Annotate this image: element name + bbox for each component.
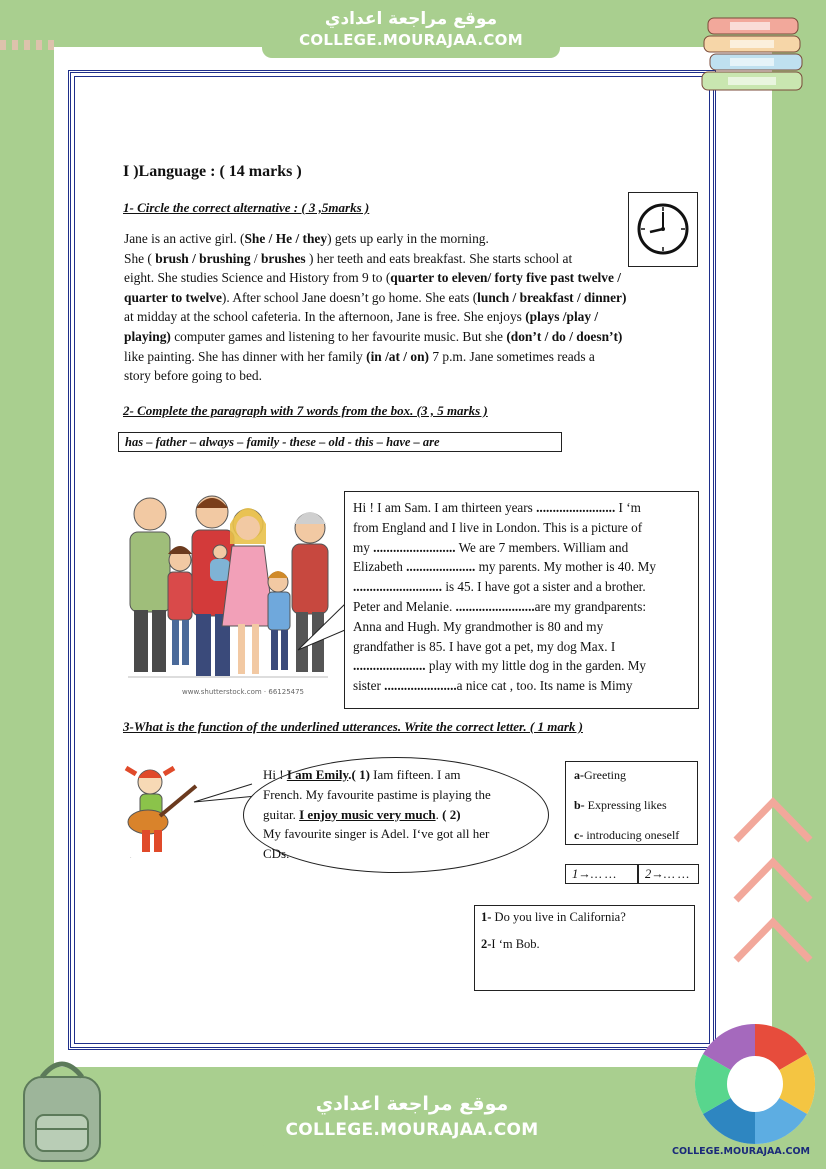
- text-run: Peter and Melanie.: [353, 598, 456, 614]
- function-option: [574, 828, 689, 843]
- text-run: like painting. She has dinner with her family: [124, 348, 367, 364]
- footer-site-url[interactable]: COLLEGE.MOURAJAA.COM: [285, 1120, 539, 1140]
- header-site-arabic: موقع مراجعة اعدادي: [324, 9, 498, 29]
- text-run: ). After school Jane doesn’t go home. She eats (: [221, 289, 478, 305]
- function-option: [574, 798, 689, 813]
- answer-option: ......................: [353, 658, 426, 674]
- answer-option: lunch / breakfast / dinner): [477, 289, 627, 305]
- text-run: French. My favourite pastime is playing the: [263, 786, 491, 802]
- paragraph-line: [124, 229, 684, 249]
- text-run: /: [250, 250, 261, 266]
- exercise-1-paragraph: [124, 229, 684, 386]
- answer-option: .....................: [406, 559, 476, 575]
- dialog-line: [481, 910, 688, 925]
- function-options-box: [565, 761, 698, 845]
- answer-option: brushes: [260, 250, 306, 266]
- option-text: Expressing likes: [584, 798, 667, 812]
- story-line: [353, 597, 690, 617]
- underlined-utterance: I am Emily: [286, 767, 349, 782]
- text-run: at midday at the school cafeteria. In the afternoon, Jane is free. She enjoys: [124, 309, 526, 325]
- dialog-box: [474, 905, 695, 991]
- answer-option: brush / brushing: [155, 250, 251, 266]
- text-run: story before going to bed.: [124, 368, 262, 384]
- text-run: CDs.: [263, 846, 290, 862]
- story-line: [353, 557, 690, 577]
- paragraph-line: [124, 327, 684, 347]
- story-line: [353, 538, 690, 558]
- dialog-number: 2-: [481, 937, 492, 951]
- answer-option: She / He / they: [244, 231, 328, 246]
- paragraph-line: [124, 288, 684, 308]
- dialog-number: 1-: [481, 910, 492, 924]
- backpack-icon: [12, 1055, 112, 1165]
- paragraph-line: [124, 347, 684, 367]
- answer-option: ( 2): [442, 806, 461, 822]
- story-line: [353, 498, 690, 518]
- answer-option: quarter to eleven/ forty five past twelve /: [390, 270, 621, 286]
- section-title: I )Language : ( 14 marks ): [123, 163, 302, 180]
- header-site-url[interactable]: COLLEGE.MOURAJAA.COM: [299, 31, 523, 49]
- text-run: my parents. My mother is 40. My: [475, 559, 656, 575]
- books-icon: [700, 10, 812, 100]
- exercise-3-title: 3-What is the function of the underlined utterances. Write the correct letter. ( 1 mark ): [123, 719, 583, 734]
- answer-option: ........................: [536, 500, 616, 515]
- footer-logo-url[interactable]: COLLEGE.MOURAJAA.COM: [672, 1146, 810, 1157]
- text-run: eight. She studies Science and History from 9 to (: [124, 270, 391, 286]
- text-run: from England and I live in London. This is a picture of: [353, 519, 643, 535]
- option-letter: b-: [574, 798, 585, 812]
- dialog-text: Do you live in California?: [491, 910, 626, 924]
- bubble-line: [263, 824, 535, 844]
- answer-box-1[interactable]: 1→… …: [565, 864, 638, 884]
- decor-stripes-top: [0, 40, 60, 50]
- text-run: Elizabeth: [353, 559, 407, 575]
- header-banner: [262, 8, 560, 58]
- text-run: Hi !: [263, 767, 287, 782]
- text-run: Hi ! I am Sam. I am thirteen years: [353, 500, 537, 515]
- family-picture-caption: www.shutterstock.com · 66125475: [182, 688, 305, 696]
- text-run: ) gets up early in the morning.: [327, 231, 489, 246]
- exercise-1-title: 1- Circle the correct alternative : ( 3 ,5marks ): [123, 200, 370, 215]
- answer-option: ........................: [455, 598, 535, 614]
- story-line: [353, 617, 690, 637]
- answer-box-2[interactable]: 2→… …: [638, 864, 699, 884]
- text-run: grandfather is 85. I have got a pet, my dog Max. I: [353, 638, 616, 654]
- story-line: [353, 656, 690, 676]
- paragraph-line: [124, 268, 684, 288]
- text-run: She (: [124, 250, 156, 266]
- footer-site-arabic: موقع مراجعة اعدادي: [315, 1093, 509, 1115]
- text-run: play with my little dog in the garden. My: [425, 658, 647, 674]
- text-run: a nice cat , too. Its name is Mimy: [456, 678, 633, 694]
- footer-banner: [262, 1090, 562, 1150]
- paragraph-line: [124, 249, 684, 269]
- text-run: My favourite singer is Adel. I‘ve got all her: [263, 826, 490, 842]
- answer-option: (don’t / do / doesn’t): [506, 328, 623, 344]
- text-run: We are 7 members. William and: [455, 539, 629, 555]
- text-run: computer games and listening to her favourite music. But she: [170, 328, 507, 344]
- answer-option: ......................: [384, 678, 457, 694]
- dialog-line: [481, 937, 688, 952]
- girl-guitar-picture: [120, 764, 200, 860]
- answer-option: (plays /play /: [525, 309, 599, 325]
- text-run: ) her teeth and eats breakfast. She starts school at: [305, 250, 573, 266]
- text-run: I ‘m: [615, 500, 641, 515]
- text-run: guitar.: [263, 806, 300, 822]
- paragraph-line: [124, 307, 684, 327]
- answer-option: ...........................: [353, 579, 443, 595]
- function-option: [574, 768, 689, 783]
- story-line: [353, 637, 690, 657]
- story-line: [353, 577, 690, 597]
- answer-option: playing): [124, 328, 171, 344]
- answer-option: quarter to twelve: [124, 289, 222, 305]
- bubble-line: [263, 765, 535, 785]
- underlined-utterance: I enjoy music very much: [299, 806, 436, 822]
- story-line: [353, 676, 690, 696]
- option-letter: c-: [574, 828, 584, 842]
- story-text-box: [344, 491, 699, 709]
- text-run: my: [353, 539, 374, 555]
- chevron-decor-icon: [728, 790, 818, 1050]
- option-text: introducing oneself: [583, 828, 680, 842]
- text-run: are my grandparents:: [534, 598, 646, 614]
- education-wheel-logo: [693, 1022, 817, 1146]
- family-picture: [122, 484, 334, 700]
- answer-option: .( 1): [348, 767, 370, 782]
- bubble-line: [263, 785, 535, 805]
- bubble-line: [263, 805, 535, 825]
- text-run: 7 p.m. Jane sometimes reads a: [428, 348, 595, 364]
- dialog-text: I ‘m Bob.: [491, 937, 540, 951]
- option-letter: a-: [574, 768, 584, 782]
- text-run: Iam fifteen. I am: [369, 767, 461, 782]
- text-run: .: [435, 806, 443, 822]
- bubble-line: [263, 844, 535, 864]
- option-text: Greeting: [584, 768, 626, 782]
- answer-option: (in /at / on): [366, 348, 429, 364]
- story-pointer: [296, 600, 348, 660]
- answer-option: .........................: [373, 539, 456, 555]
- exercise-2-title: 2- Complete the paragraph with 7 words from the box. (3 , 5 marks ): [123, 403, 488, 418]
- story-line: [353, 518, 690, 538]
- text-run: Jane is an active girl. (: [124, 231, 245, 246]
- word-box: has – father – always – family - these – old - this – have – are: [118, 432, 562, 452]
- svg-text:.: .: [130, 854, 132, 860]
- paragraph-line: [124, 366, 684, 386]
- speech-bubble-text: [263, 765, 535, 864]
- text-run: sister: [353, 678, 385, 694]
- text-run: Anna and Hugh. My grandmother is 80 and my: [353, 618, 604, 634]
- text-run: is 45. I have got a sister and a brother.: [442, 579, 646, 595]
